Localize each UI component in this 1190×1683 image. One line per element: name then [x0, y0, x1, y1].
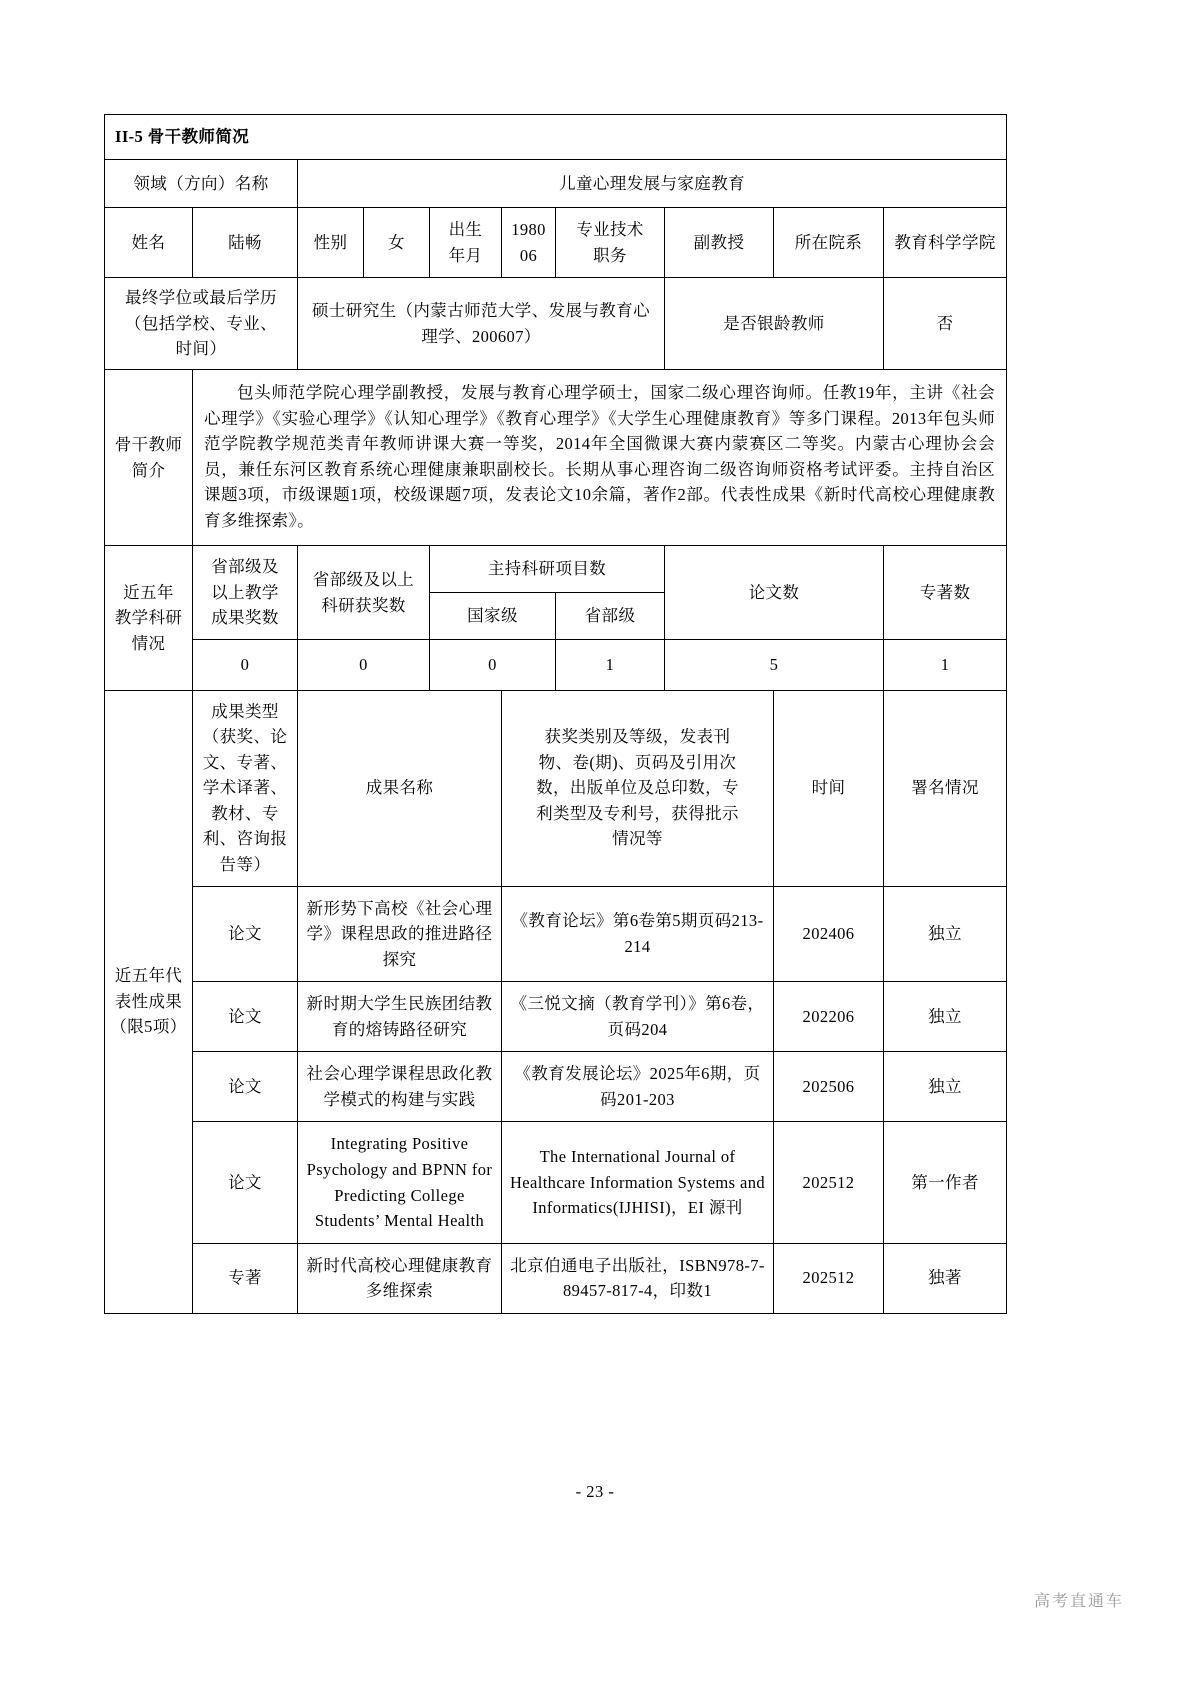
- name-value: 陆畅: [193, 208, 298, 278]
- basic-info-row: [105, 208, 1007, 278]
- achievement-signature: 第一作者: [884, 1122, 1007, 1243]
- table-row: [105, 1122, 1007, 1243]
- achievement-detail-label: 获奖类别及等级，发表刊 物、卷(期)、页码及引用次 数，出版单位及总印数，专 利类型及专利号，获得批示 情况等: [502, 690, 774, 886]
- stats-teaching-award-value: 0: [193, 640, 298, 691]
- birth-value: 1980 06: [502, 208, 556, 278]
- achievement-type: 论文: [193, 1052, 298, 1122]
- biography-label: 骨干教师 简介: [105, 369, 193, 545]
- section-id: II-5: [115, 127, 144, 146]
- stats-projects-provincial-value: 1: [556, 640, 665, 691]
- achievement-name: 新时代高校心理健康教育多维探索: [298, 1243, 502, 1313]
- department-label: 所在院系: [774, 208, 884, 278]
- achievement-detail: The International Journal of Healthcare Information Systems and Informatics(IJHISI)，EI 源刊: [502, 1122, 774, 1243]
- domain-value: 儿童心理发展与家庭教育: [298, 159, 1007, 208]
- achievement-detail: 《教育论坛》第6卷第5期页码213-214: [502, 886, 774, 982]
- achievement-type: 论文: [193, 1122, 298, 1243]
- achievement-signature: 独著: [884, 1243, 1007, 1313]
- table-row: [105, 982, 1007, 1052]
- stats-papers-value: 5: [665, 640, 884, 691]
- degree-value: 硕士研究生（内蒙古师范大学、发展与教育心理学、200607）: [298, 278, 665, 370]
- achievement-signature: 独立: [884, 886, 1007, 982]
- biography-text: 包头师范学院心理学副教授，发展与教育心理学硕士，国家二级心理咨询师。任教19年，主讲《社会心理学》《实验心理学》《认知心理学》《教育心理学》《大学生心理健康教育》等多门课程。2013年包头师范学院教学规范类青年教师讲课大赛一等奖，2014年全国微课大赛内蒙赛区二等奖。内蒙古心理协会会员，兼任东河区教育系统心理健康兼职副校长。长期从事心理咨询二级咨询师资格考试评委。主持自治区课题3项，市级课题1项，校级课题7项，发表论文10余篇，著作2部。代表性成果《新时代高校心理健康教育多维探索》。: [193, 369, 1007, 545]
- achievement-name: 新形势下高校《社会心理学》课程思政的推进路径探究: [298, 886, 502, 982]
- domain-label: 领域（方向）名称: [105, 159, 298, 208]
- teacher-profile-form: [104, 114, 1006, 1314]
- achievement-time-label: 时间: [774, 690, 884, 886]
- table-row: [105, 886, 1007, 982]
- stats-projects-provincial-label: 省部级: [556, 593, 665, 640]
- achievement-signature-label: 署名情况: [884, 690, 1007, 886]
- achievement-name: 社会心理学课程思政化教学模式的构建与实践: [298, 1052, 502, 1122]
- table-row: [105, 1052, 1007, 1122]
- degree-label: 最终学位或最后学历 （包括学校、专业、 时间）: [105, 278, 298, 370]
- stats-projects-national-label: 国家级: [430, 593, 556, 640]
- stats-research-award-label: 省部级及以上 科研获奖数: [298, 546, 430, 640]
- birth-label: 出生 年月: [430, 208, 502, 278]
- achievement-name: 新时期大学生民族团结教育的熔铸路径研究: [298, 982, 502, 1052]
- achievement-detail: 北京伯通电子出版社，ISBN978-7-89457-817-4，印数1: [502, 1243, 774, 1313]
- stats-header-row: [105, 546, 1007, 593]
- biography-row: [105, 369, 1007, 545]
- stats-monographs-label: 专著数: [884, 546, 1007, 640]
- achievement-time: 202206: [774, 982, 884, 1052]
- section-title-row: [105, 115, 1007, 160]
- achievements-header-row: [105, 690, 1007, 886]
- achievement-time: 202406: [774, 886, 884, 982]
- department-value: 教育科学学院: [884, 208, 1007, 278]
- name-label: 姓名: [105, 208, 193, 278]
- achievement-time: 202512: [774, 1243, 884, 1313]
- achievement-signature: 独立: [884, 1052, 1007, 1122]
- section-title-text: 骨干教师简况: [147, 127, 250, 146]
- tech-title-value: 副教授: [665, 208, 774, 278]
- page-number: - 23 -: [575, 1482, 615, 1501]
- tech-title-label: 专业技术 职务: [556, 208, 665, 278]
- profile-table: [104, 114, 1007, 1314]
- achievement-type-label: 成果类型 （获奖、论 文、专著、 学术译著、 教材、专 利、咨询报 告等）: [193, 690, 298, 886]
- achievement-time: 202512: [774, 1122, 884, 1243]
- stats-values-row: [105, 640, 1007, 691]
- achievement-detail: 《三悦文摘（教育学刊）》第6卷，页码204: [502, 982, 774, 1052]
- achievement-type: 论文: [193, 886, 298, 982]
- achievement-signature: 独立: [884, 982, 1007, 1052]
- gender-value: 女: [364, 208, 430, 278]
- achievement-detail: 《教育发展论坛》2025年6期，页码201-203: [502, 1052, 774, 1122]
- achievement-type: 论文: [193, 982, 298, 1052]
- stats-research-award-value: 0: [298, 640, 430, 691]
- domain-row: [105, 159, 1007, 208]
- stats-label: 近五年 教学科研 情况: [105, 546, 193, 690]
- achievement-name-label: 成果名称: [298, 690, 502, 886]
- senior-teacher-label: 是否银龄教师: [665, 278, 884, 370]
- senior-teacher-value: 否: [884, 278, 1007, 370]
- stats-projects-national-value: 0: [430, 640, 556, 691]
- section-title: [105, 115, 1007, 160]
- achievements-label: 近五年代 表性成果 （限5项）: [105, 690, 193, 1313]
- watermark: 高考直通车: [1033, 1591, 1124, 1610]
- stats-projects-group-label: 主持科研项目数: [430, 546, 665, 593]
- stats-papers-label: 论文数: [665, 546, 884, 640]
- degree-row: [105, 278, 1007, 370]
- achievement-time: 202506: [774, 1052, 884, 1122]
- table-row: [105, 1243, 1007, 1313]
- achievement-type: 专著: [193, 1243, 298, 1313]
- gender-label: 性别: [298, 208, 364, 278]
- achievement-name: Integrating Positive Psychology and BPNN for Predicting College Students’ Mental Health: [298, 1122, 502, 1243]
- stats-monographs-value: 1: [884, 640, 1007, 691]
- stats-teaching-award-label: 省部级及 以上教学 成果奖数: [193, 546, 298, 640]
